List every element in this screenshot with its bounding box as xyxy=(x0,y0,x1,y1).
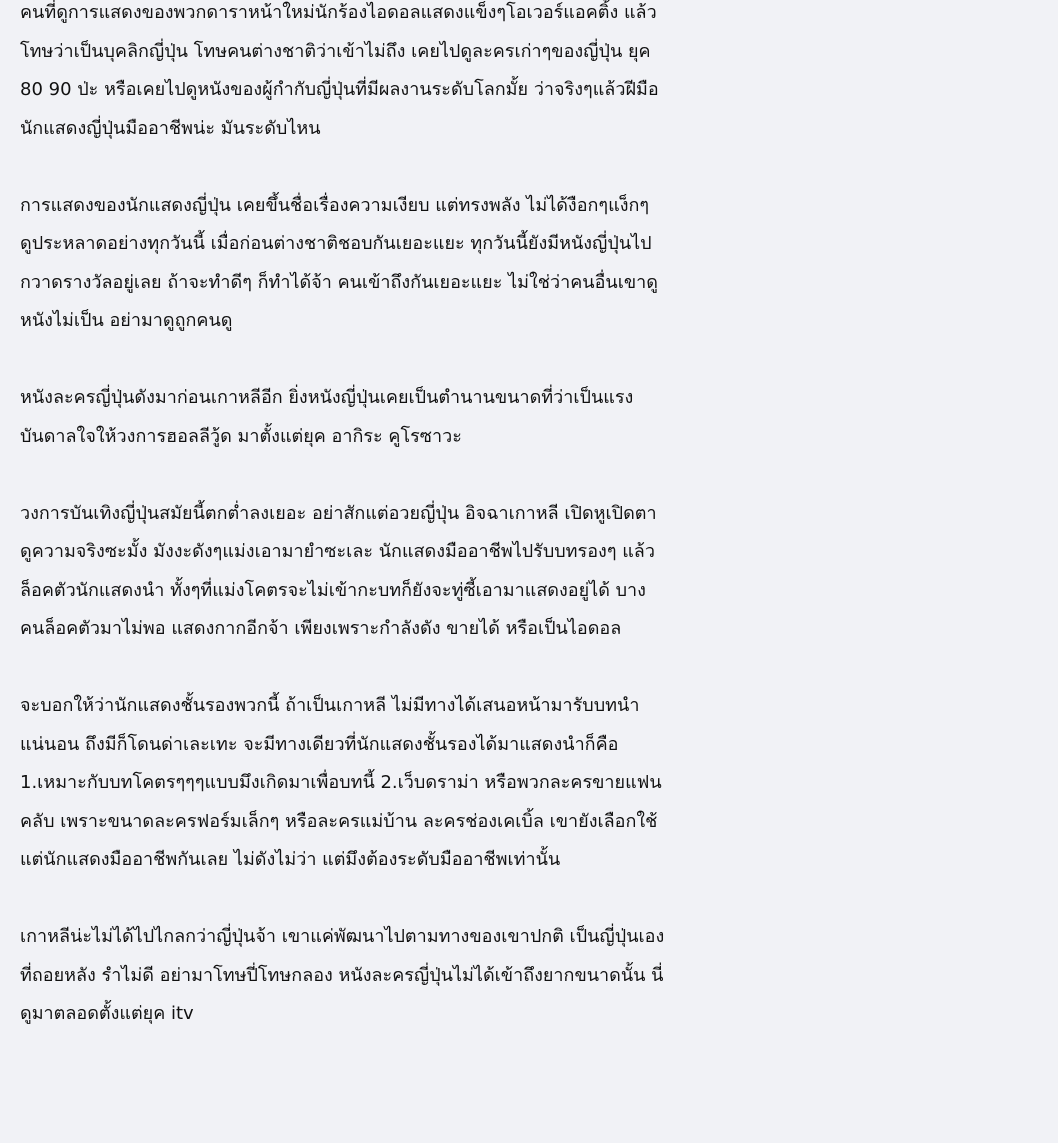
text-line: วงการบันเทิงญี่ปุ่นสมัยนี้ตกต่ำลงเยอะ อย่าสักแต่อวยญี่ปุ่น อิจฉาเกาหลี เปิดหูเปิดตา xyxy=(20,502,657,524)
text-line: คลับ เพราะขนาดละครฟอร์มเล็กๆ หรือละครแม่บ้าน ละครช่องเคเบิ้ล เขายังเลือกใช้ xyxy=(20,810,658,832)
text-line: คนที่ดูการแสดงของพวกดาราหน้าใหม่นักร้องไอดอลแสดงแข็งๆโอเวอร์แอคติ้ง แล้ว xyxy=(20,2,657,23)
text-line: คนล็อคตัวมาไม่พอ แสดงกากอีกจ้า เพียงเพราะกำลังดัง ขายได้ หรือเป็นไอดอล xyxy=(20,618,622,639)
paragraph-1 xyxy=(20,0,1050,148)
text-line: โทษว่าเป็นบุคลิกญี่ปุ่น โทษคนต่างชาติว่าเข้าไม่ถึง เคยไปดูละครเก่าๆของญี่ปุ่น ยุค xyxy=(20,40,651,62)
text-line: แน่นอน ถึงมีก็โดนด่าเละเทะ จะมีทางเดียวที่นักแสดงชั้นรองได้มาแสดงนำก็คือ xyxy=(20,733,619,755)
paragraph-2 xyxy=(20,187,1050,341)
text-line: หนังละครญี่ปุ่นดังมาก่อนเกาหลีอีก ยิ่งหนังญี่ปุ่นเคยเป็นตำนานขนาดที่ว่าเป็นแรง xyxy=(20,387,634,408)
paragraph-4 xyxy=(20,495,1050,649)
text-line: 1.เหมาะกับบทโคตรๆๆๆแบบมึงเกิดมาเพื่อบทนี้ 2.เว็บดราม่า หรือพวกละครขายแฟน xyxy=(20,772,662,793)
text-line: ที่ถอยหลัง รำไม่ดี อย่ามาโทษปี่โทษกลอง หนังละครญี่ปุ่นไม่ได้เข้าถึงยากขนาดนั้น นี่ xyxy=(20,964,664,986)
text-line: การแสดงของนักแสดงญี่ปุ่น เคยขึ้นชื่อเรื่องความเงียบ แต่ทรงพลัง ไม่ได้งือกๆแง็กๆ xyxy=(20,194,650,216)
text-line: 80 90 ป่ะ หรือเคยไปดูหนังของผู้กำกับญี่ปุ่นที่มีผลงานระดับโลกมั้ย ว่าจริงๆแล้วฝีมือ xyxy=(20,79,659,100)
text-line: ดูมาตลอดตั้งแต่ยุค itv xyxy=(20,1003,194,1024)
text-line: เกาหลีน่ะไม่ได้ไปไกลกว่าญี่ปุ่นจ้า เขาแค่พัฒนาไปตามทางของเขาปกติ เป็นญี่ปุ่นเอง xyxy=(20,926,665,947)
paragraph-6 xyxy=(20,918,1050,1034)
text-line: จะบอกให้ว่านักแสดงชั้นรองพวกนี้ ถ้าเป็นเกาหลี ไม่มีทางได้เสนอหน้ามารับบทนำ xyxy=(20,695,640,716)
paragraph-3 xyxy=(20,379,1050,456)
text-line: ดูประหลาดอย่างทุกวันนี้ เมื่อก่อนต่างชาติชอบกันเยอะแยะ ทุกวันนี้ยังมีหนังญี่ปุ่นไป xyxy=(20,233,652,254)
text-line: หนังไม่เป็น อย่ามาดูถูกคนดู xyxy=(20,310,233,331)
post-body xyxy=(20,0,1050,1072)
text-line: ล็อคตัวนักแสดงนำ ทั้งๆที่แม่งโคตรจะไม่เข้ากะบทก็ยังจะทู่ซี้เอามาแสดงอยู่ได้ บาง xyxy=(20,579,646,601)
paragraph-5 xyxy=(20,687,1050,880)
text-line: แต่นักแสดงมืออาชีพกันเลย ไม่ดังไม่ว่า แต่มึงต้องระดับมืออาชีพเท่านั้น xyxy=(20,849,561,870)
text-line: กวาดรางวัลอยู่เลย ถ้าจะทำดีๆ ก็ทำได้จ้า คนเข้าถึงกันเยอะแยะ ไม่ใช่ว่าคนอื่นเขาดู xyxy=(20,271,658,293)
text-line: บันดาลใจให้วงการฮอลลีวู้ด มาตั้งแต่ยุค อากิระ คูโรซาวะ xyxy=(20,425,462,447)
text-line: ดูความจริงซะมั้ง มังงะดังๆแม่งเอามายำซะเละ นักแสดงมืออาชีพไปรับบทรองๆ แล้ว xyxy=(20,541,655,562)
text-line: นักแสดงญี่ปุ่นมืออาชีพน่ะ มันระดับไหน xyxy=(20,117,321,139)
